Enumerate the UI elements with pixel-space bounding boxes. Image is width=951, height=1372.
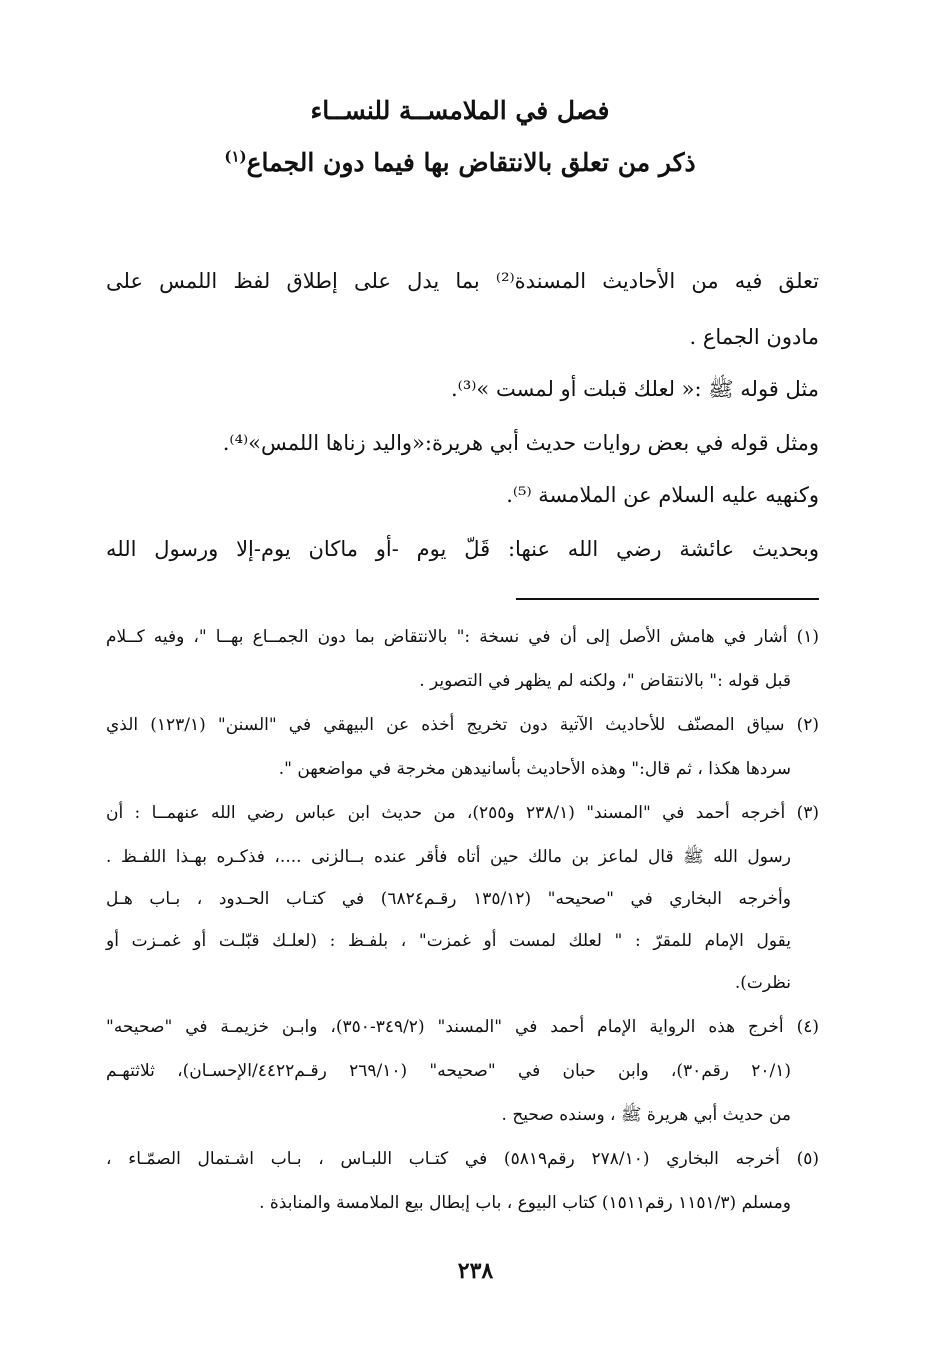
footnote-line: (٥) أخرجه البخاري (٢٧٨/١٠ رقم٥٨١٩) في كتـاب اللبـاس ، بـاب اشـتمال الصمّـاء ، [106,1149,819,1169]
section-subtitle [100,148,820,177]
section-title: فصل في الملامســة للنســاء [310,96,610,125]
footnote-line: من حديث أبي هريرة ﷺ ، وسنده صحيح . [501,1105,791,1125]
footnote-line: نظرت). [734,973,791,993]
subtitle-text: ذكر من تعلق بالانتقاض بها فيما دون الجماع [246,148,696,177]
footnote-line: قبل قوله :" بالانتقاض "، ولكنه لم يظهر في التصوير . [419,671,791,691]
footnote-line: وأخرجه البخاري في "صحيحه" (١٣٥/١٢ رقـم٦٨٢٤) في كتـاب الحـدود ، بـاب هـل [106,889,791,909]
footnote-line: ومسلم (١١٥١/٣ رقم١٥١١) كتاب البيوع ، باب إبطال بيع الملامسة والمنابذة . [259,1193,791,1213]
body-line: وبحديث عائشة رضي الله عنها: قَلّ يوم -أو ماكان يوم-إلا ورسول الله [106,537,819,561]
footnote-line: (٢) سياق المصنّف للأحاديث الآتية دون تخريج أخذه عن البيهقي في "السنن" (١٢٣/١) الذي [106,715,820,735]
body-line: مثل قوله ﷺ :« لعلك قبلت أو لمست »⁽³⁾. [451,377,819,401]
body-line: وكنهيه عليه السلام عن الملامسة ⁽⁵⁾. [506,483,819,507]
footnote-line: رسول الله ﷺ قال لماعز بن مالك حين أتاه فأقر عنده بــالزنى ....، فذكـره بهـذا اللفـظ . [106,847,791,867]
footnote-separator [516,598,819,600]
body-line: ومثل قوله في بعض روايات حديث أبي هريرة:«واليد زناها اللمس»⁽⁴⁾. [222,431,819,455]
body-line: مادون الجماع . [689,325,819,349]
subtitle-footnote-marker: (١) [224,147,247,166]
page-number: ٢٣٨ [457,1258,494,1284]
footnote-line: (٣) أخرجه أحمد في "المسند" (٢٣٨/١ و٢٥٥)، من حديث ابن عباس رضي الله عنهمــا : أن [106,803,820,823]
footnote-line: سردها هكذا ، ثم قال:" وهذه الأحاديث بأسانيدهن مخرجة في مواضعهن ". [278,759,791,779]
footnote-line: (٢٠/١ رقم٣٠)، وابن حبان في "صحيحه" (٢٦٩/١٠ رقـم٤٤٢٢/الإحسـان)، ثلاثتهـم [106,1061,791,1081]
footnote-line: يقول الإمام للمقرّ : " لعلك لمست أو غمزت" ، بلفـظ : (لعلـك قبّلـت أو غمـزت أو [106,931,791,951]
footnote-line: (١) أشار في هامش الأصل إلى أن في نسخة :" بالانتقاض بما دون الجمــاع بهــا "، وفيه كــلام [106,627,819,647]
footnote-line: (٤) أخرج هذه الرواية الإمام أحمد في "المسند" (٣٤٩/٢-٣٥٠)، وابـن خزيمـة في "صحيحه" [106,1017,819,1037]
body-line: تعلق فيه من الأحاديث المسندة⁽²⁾ بما يدل على إطلاق لفظ اللمس على [106,269,819,293]
